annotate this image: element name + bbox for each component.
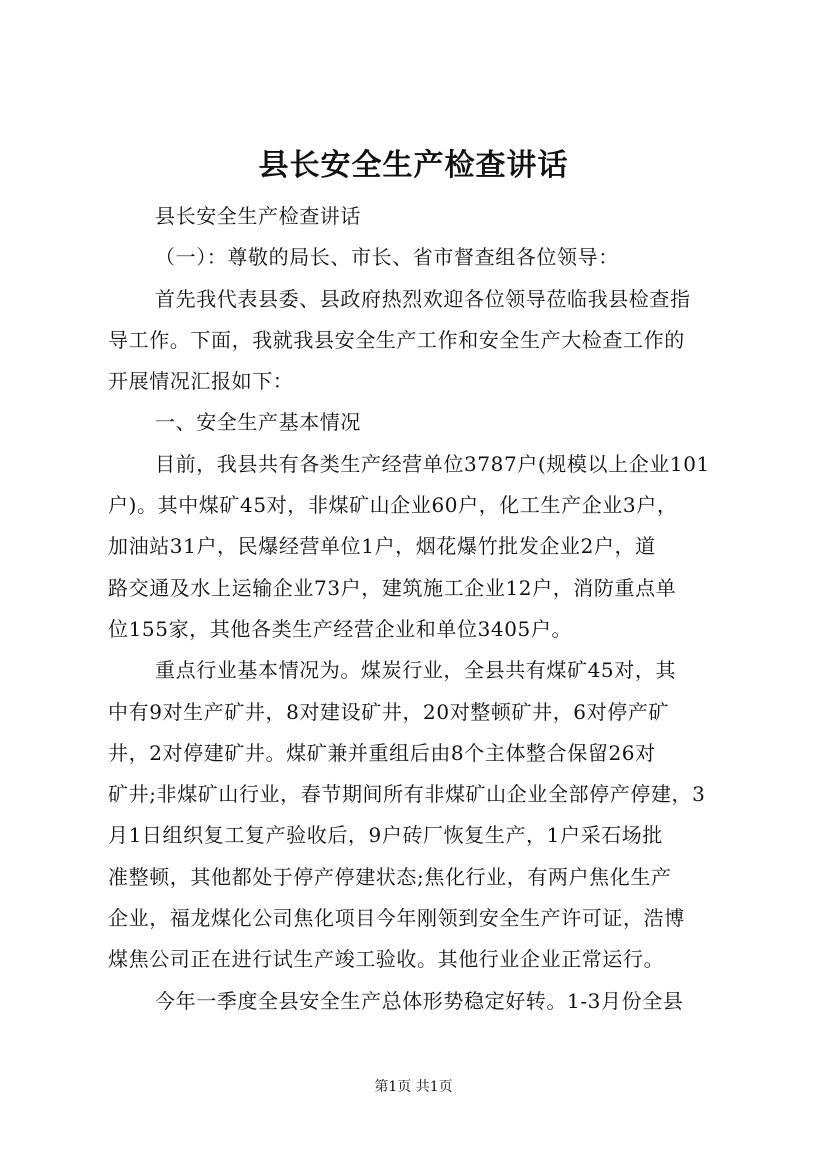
body-line: 重点行业基本情况为。煤炭行业，全县共有煤矿45对，其 [155, 658, 677, 683]
section-heading: 一、安全生产基本情况 [155, 410, 361, 435]
body-line: 路交通及水上运输企业73户，建筑施工企业12户，消防重点单 [108, 575, 677, 600]
document-body [108, 196, 734, 1022]
body-line: 目前，我县共有各类生产经营单位3787户(规模以上企业101 [155, 451, 710, 476]
body-line: 导工作。下面，我就我县安全生产工作和安全生产大检查工作的 [108, 327, 685, 352]
body-line: 开展情况汇报如下： [108, 369, 294, 394]
body-line-salutation: （一）：尊敬的局长、市长、省市督查组各位领导： [155, 245, 619, 270]
body-line: 井，2对停建矿井。煤矿兼并重组后由8个主体整合保留26对 [108, 740, 656, 765]
body-line: 中有9对生产矿井，8对建设矿井，20对整顿矿井，6对停产矿 [108, 699, 670, 724]
body-line: 户)。其中煤矿45对，非煤矿山企业60户，化工生产企业3户， [108, 493, 678, 518]
body-line: 加油站31户，民爆经营单位1户，烟花爆竹批发企业2户，道 [108, 534, 656, 559]
body-line-subtitle: 县长安全生产检查讲话 [155, 204, 361, 228]
body-line: 今年一季度全县安全生产总体形势稳定好转。1-3月份全县 [155, 988, 684, 1013]
page-footer: 第1页 共1页 [374, 1079, 453, 1095]
body-line: 煤焦公司正在进行试生产竣工验收。其他行业企业正常运行。 [108, 947, 665, 972]
body-line: 矿井;非煤矿山行业，春节期间所有非煤矿山企业全部停产停建，3 [108, 782, 706, 807]
body-line: 准整顿，其他都处于停产停建状态;焦化行业，有两户焦化生产 [108, 864, 672, 889]
document-title: 县长安全生产检查讲话 [258, 148, 569, 183]
body-line: 月1日组织复工复产验收后，9户砖厂恢复生产，1户采石场批 [108, 823, 663, 848]
body-line: 位155家，其他各类生产经营企业和单位3405户。 [108, 616, 573, 641]
body-line: 首先我代表县委、县政府热烈欢迎各位领导莅临我县检查指 [155, 286, 691, 311]
body-line: 企业，福龙煤化公司焦化项目今年刚领到安全生产许可证，浩博 [108, 906, 685, 931]
